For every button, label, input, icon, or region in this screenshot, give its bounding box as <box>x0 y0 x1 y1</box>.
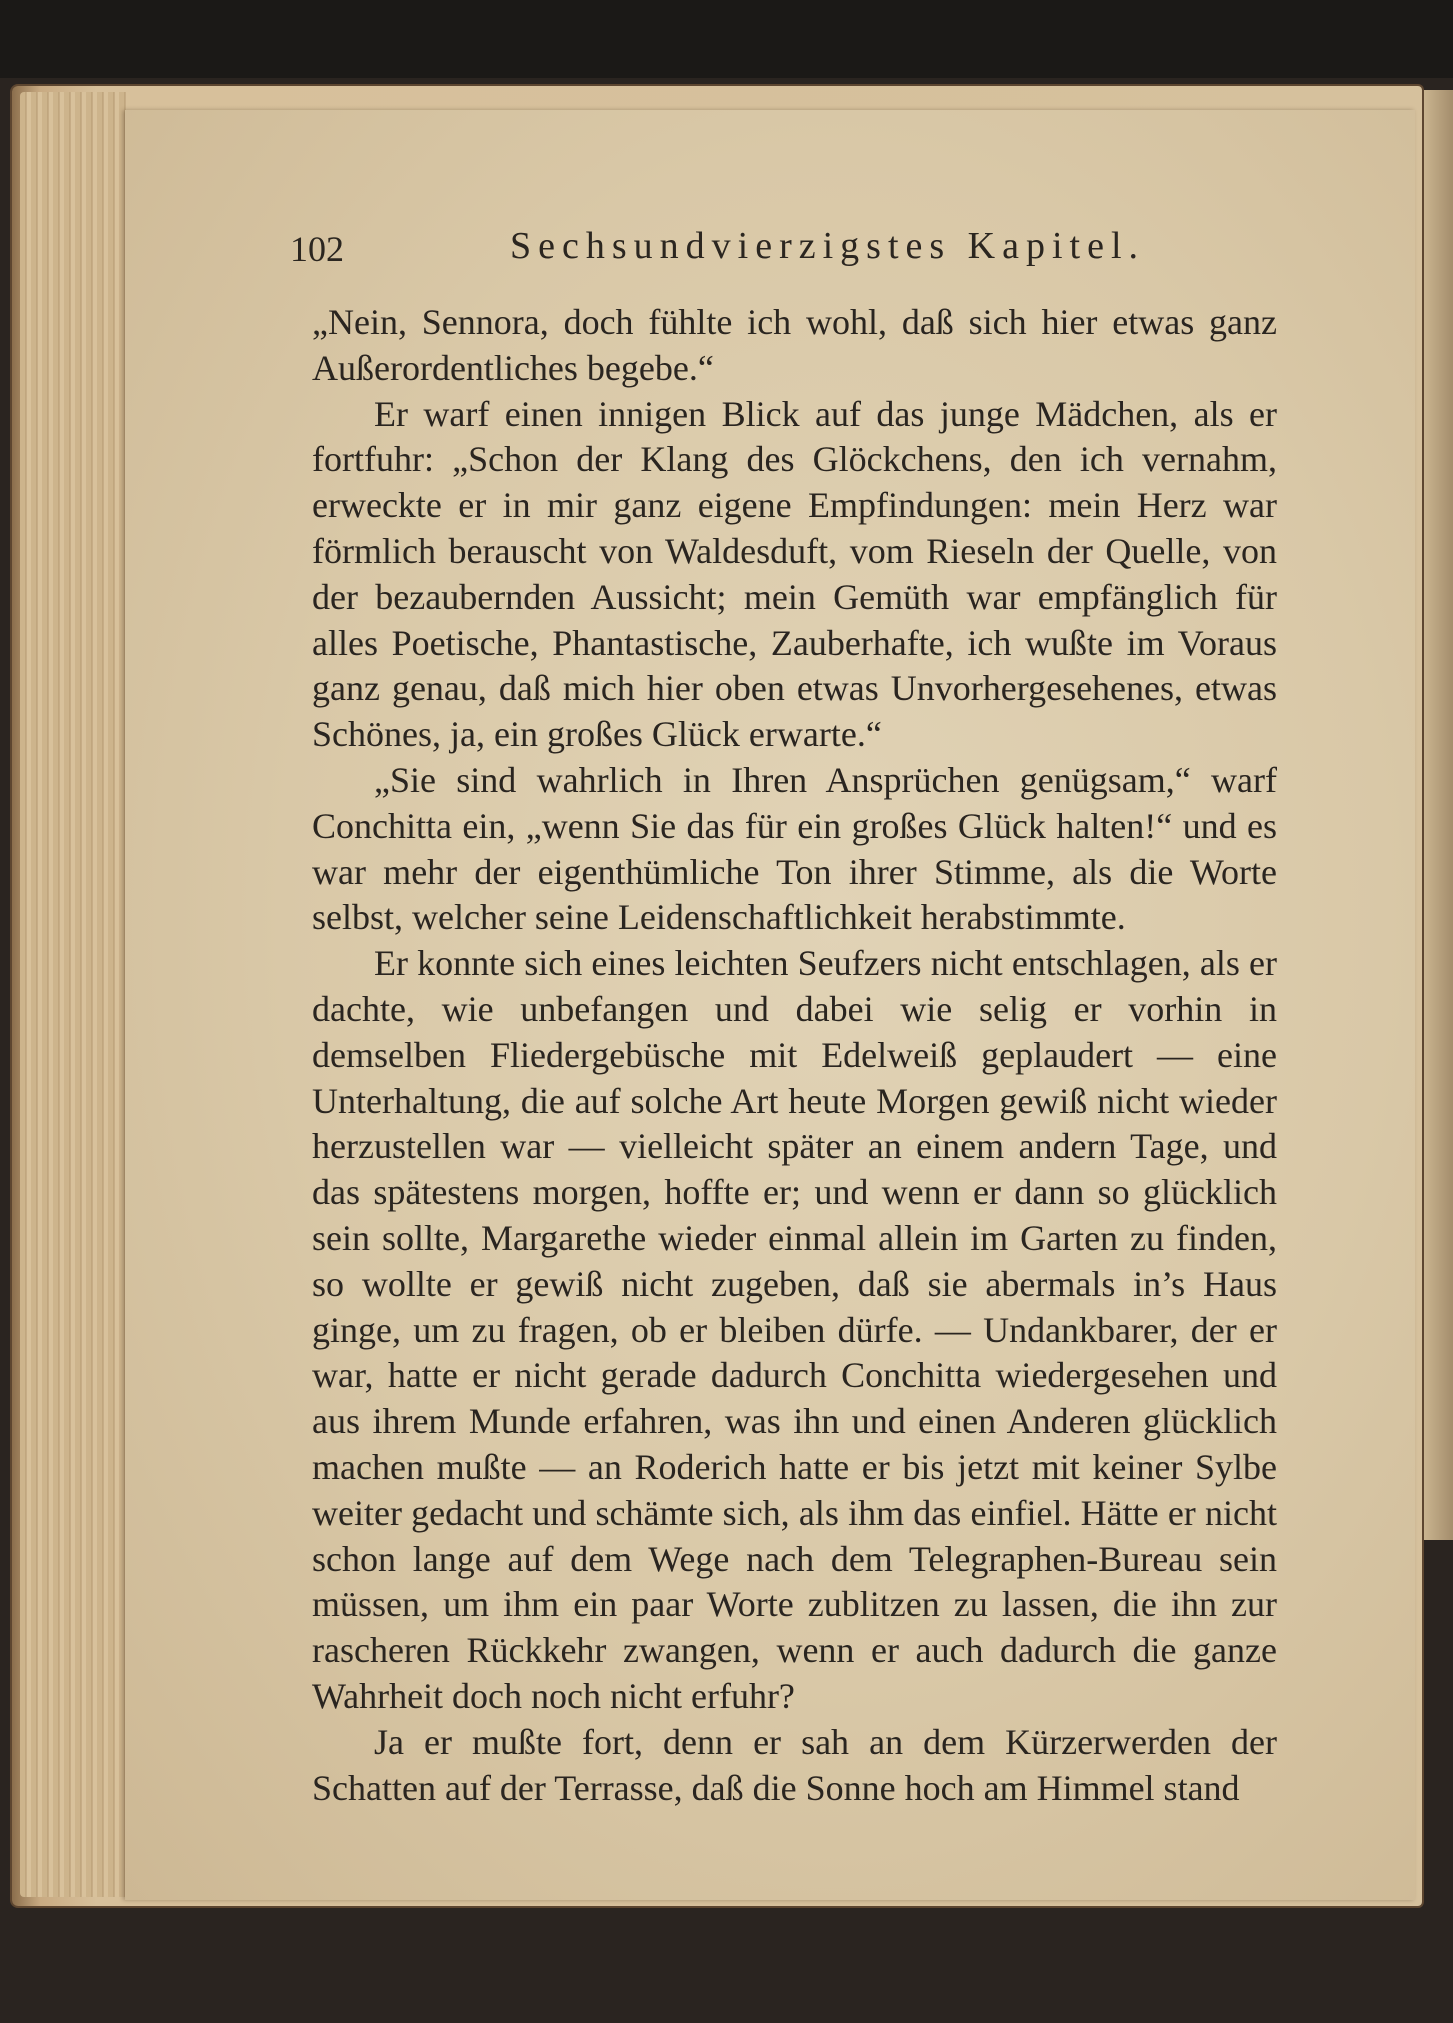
chapter-title: Sechsundvierzigstes Kapitel. <box>510 225 1146 267</box>
page-number: 102 <box>290 229 344 269</box>
paragraph: „Nein, Sennora, doch fühlte ich wohl, daß sich hier etwas ganz Außerordentliches begebe.“ <box>312 302 1277 388</box>
page-body <box>312 300 1277 1811</box>
paragraph: Ja er mußte fort, denn er sah an dem Kürzerwerden der Schatten auf der Terrasse, daß die Sonne hoch am Himmel stand <box>312 1721 1277 1808</box>
page-edges <box>20 92 130 1897</box>
paragraph: Er konnte sich eines leichten Seufzers nicht entschlagen, als er dachte, wie unbefangen und dabei wie selig er vorhin in demselben Fliedergebüsche mit Edelweiß geplaudert — eine Unterhaltung, die auf solche Art heute Morgen gewiß nicht wieder herzustellen war — vielleicht später an einem andern Tage, und das spätestens morgen, hoffte er; und wenn er dann so glücklich sein sollte, Margarethe wieder einmal allein im Garten zu finden, so wollte er gewiß nicht zugeben, daß sie abermals in’s Haus ginge, um zu fragen, ob er bleiben dürfe. — Undankbarer, der er war, hatte er nicht gerade dadurch Conchitta wiedergesehen und aus ihrem Munde erfahren, was ihn und einen Anderen glücklich machen mußte — an Roderich hatte er bis jetzt mit keiner Sylbe weiter gedacht und schämte sich, als ihm das einfiel. Hätte er nicht schon lange auf dem Wege nach dem Telegraphen-Bureau sein müssen, um ihm ein paar Worte zublitzen zu lassen, die ihn zur rascheren Rückkehr zwangen, wenn er auch dadurch die ganze Wahrheit doch noch nicht erfuhr? <box>312 943 1277 1716</box>
page-header <box>290 222 1290 282</box>
paragraph: „Sie sind wahrlich in Ihren Ansprüchen genügsam,“ warf Conchitta ein, „wenn Sie das für ein großes Glück halten!“ und es war mehr der eigenthümliche Ton ihrer Stimme, als die Worte selbst, welcher seine Leidenschaftlichkeit herabstimmte. <box>312 759 1277 938</box>
paragraph: Er warf einen innigen Blick auf das junge Mädchen, als er fortfuhr: „Schon der Klang des Glöckchens, den ich vernahm, erweckte er in mir ganz eigene Empfindungen: mein Herz war förmlich berauscht von Waldesduft, vom Rieseln der Quelle, von der bezaubernden Aussicht; mein Gemüth war empfänglich für alles Poetische, Phantastische, Zauberhafte, ich wußte im Voraus ganz genau, daß mich hier oben etwas Unvorhergesehenes, etwas Schönes, ja, ein großes Glück erwarte.“ <box>312 393 1277 755</box>
